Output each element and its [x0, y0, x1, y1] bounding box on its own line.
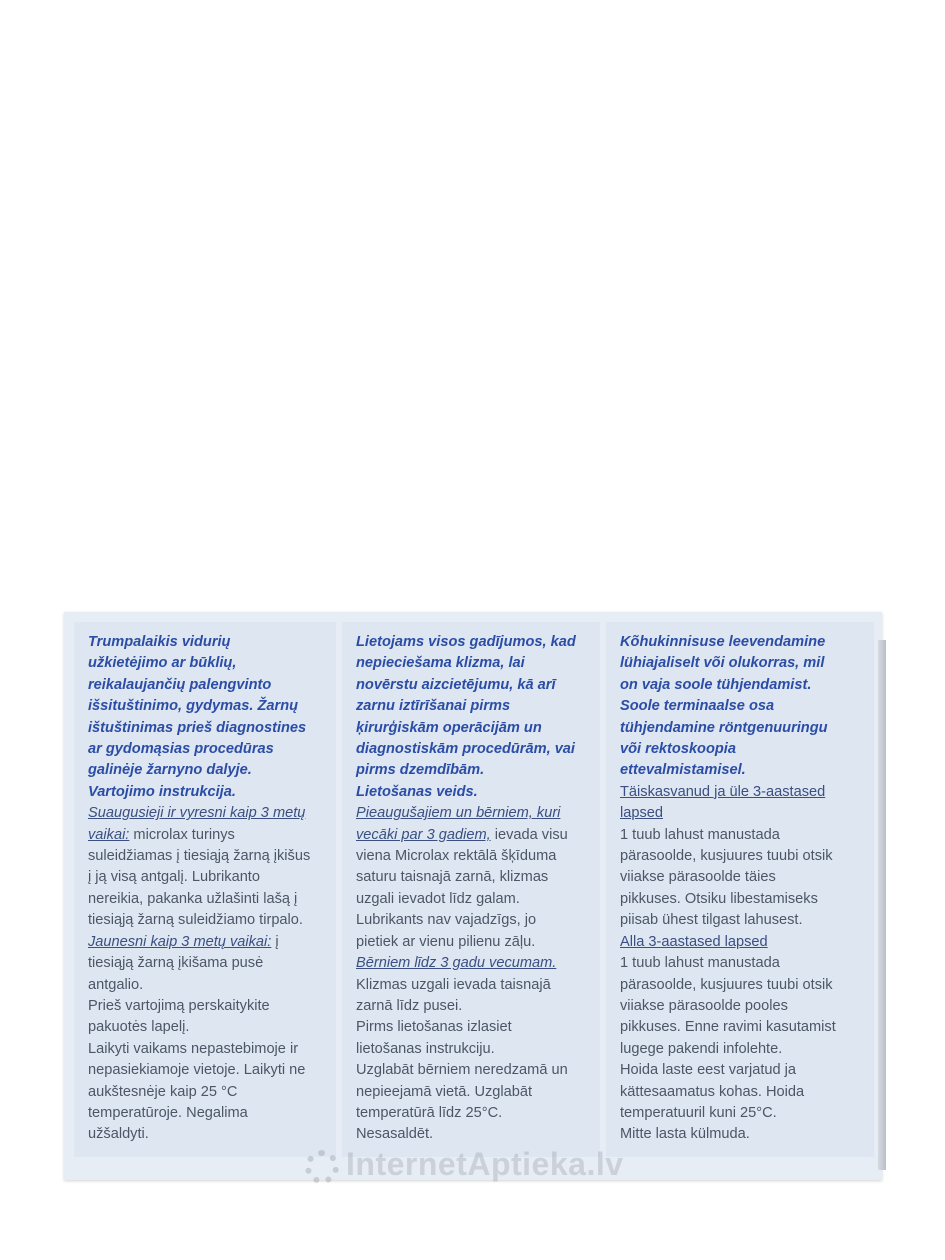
et-heading: Kõhukinnisuse leevendamine lühiajaliselt või olukorras, mil on vaja soole tühjendamist. Soole terminaalse osa tühjendamine röntgenuuringu või rektoskoopia ettevalmistamisel.: [620, 634, 828, 779]
lt-adults-label-end: vaikai:: [88, 826, 130, 843]
lt-adults-label: Suaugusieji ir vyresni kaip 3 metų: [88, 805, 306, 822]
lt-adults-text: suleidžiamas į tiesiąją žarną įkišus: [88, 848, 311, 865]
lv-heading: Lietojams visos gadījumos, kad nepieciešama klizma, lai novērstu aizcietējumu, kā arī zarnu iztīrīšanai pirms ķirurģiskām operācijām un diagnostiskām procedūrām, vai pirms dzemdībām. Lietošanas veids.: [356, 634, 576, 800]
lv-children-text: Klizmas uzgali ievada taisnajā: [356, 976, 551, 993]
panel-estonian: Kõhukinnisuse leevendamine lühiajaliselt või olukorras, mil on vaja soole tühjendamist. Soole terminaalse osa tühjendamine röntgenuuringu või rektoskoopia ettevalmistamisel. Täiskasvanud ja üle 3-aastased lapsed 1 tuub lahust manustada pärasoolde, kusjuures tuubi otsik viiakse pärasoolde täies pikkuses. Otsiku libestamiseks piisab ühest tilgast lahusest. Alla 3-aastased lapsed 1 tuub lahust manustada pärasoolde, kusjuures tuubi otsik viiakse pärasoolde pooles pikkuses. Enne ravimi kasutamist lugege pakendi infolehte. Hoida laste eest varjatud ja kättesaamatus kohas. Hoida temperatuuril kuni 25°C. Mitte lasta külmuda.: [606, 622, 874, 1157]
lv-children-label: Bērniem līdz 3 gadu vecumam.: [356, 955, 557, 972]
lt-children-label: Jaunesni kaip 3 metų vaikai:: [88, 933, 272, 950]
lv-adults-text: viena Microlax rektālā šķīduma: [356, 848, 557, 865]
et-children-label: Alla 3-aastased lapsed: [620, 933, 768, 950]
watermark-logo-icon: [305, 1150, 339, 1184]
lv-adults-label: Pieaugušajiem un bērniem, kuri: [356, 805, 561, 822]
lt-children-text: tiesiąją žarną įkišama pusė: [88, 955, 264, 972]
lv-adults-text-start: ievada visu: [490, 826, 568, 843]
lt-heading: Trumpalaikis vidurių užkietėjimo ar būklių, reikalaujančių palengvinto išsituštinimo, gydymas. Žarnų ištuštinimas prieš diagnostines ar gydomąsias procedūras galinėje žarnyno dalyje. Vartojimo instrukcija.: [88, 634, 307, 800]
package-box: [64, 612, 882, 1180]
lv-adults-label-end: vecāki par 3 gadiem,: [356, 826, 491, 843]
et-children-text: 1 tuub lahust manustada: [620, 955, 780, 972]
panel-lithuanian: Trumpalaikis vidurių užkietėjimo ar būklių, reikalaujančių palengvinto išsituštinimo, gydymas. Žarnų ištuštinimas prieš diagnostines ar gydomąsias procedūras galinėje žarnyno dalyje. Vartojimo instrukcija. Suaugusieji ir vyresni kaip 3 metų vaikai: microlax turinys suleidžiamas į tiesiąją žarną įkišus į ją visą antgalį. Lubrikanto nereikia, pakanka užlašinti lašą į tiesiąją žarną suleidžiamo tirpalo. Jaunesni kaip 3 metų vaikai: į tiesiąją žarną įkišama pusė antgalio. Prieš vartojimą perskaitykite pakuotės lapelį. Laikyti vaikams nepastebimoje ir nepasiekiamoje vietoje. Laikyti ne aukštesnėje kaip 25 °C temperatūroje. Negalima užšaldyti.: [74, 622, 336, 1157]
et-adults-label: Täiskasvanud ja üle 3-aastased: [620, 783, 826, 800]
box-side-edge: [878, 640, 886, 1170]
et-adults-text: 1 tuub lahust manustada: [620, 826, 780, 843]
lt-adults-text-start: microlax turinys: [129, 826, 235, 843]
watermark-text: InternetAptieka.lv: [346, 1146, 624, 1182]
panel-latvian: Lietojams visos gadījumos, kad nepieciešama klizma, lai novērstu aizcietējumu, kā arī zarnu iztīrīšanai pirms ķirurģiskām operācijām un diagnostiskām procedūrām, vai pirms dzemdībām. Lietošanas veids. Pieaugušajiem un bērniem, kuri vecāki par 3 gadiem, ievada visu viena Microlax rektālā šķīduma saturu taisnajā zarnā, klizmas uzgali ievadot līdz galam. Lubrikants nav vajadzīgs, jo pietiek ar vienu pilienu zāļu. Bērniem līdz 3 gadu vecumam. Klizmas uzgali ievada taisnajā zarnā līdz pusei. Pirms lietošanas izlasiet lietošanas instrukciju. Uzglabāt bērniem neredzamā un nepieejamā vietā. Uzglabāt temperatūrā līdz 25°C. Nesasaldēt.: [342, 622, 600, 1157]
